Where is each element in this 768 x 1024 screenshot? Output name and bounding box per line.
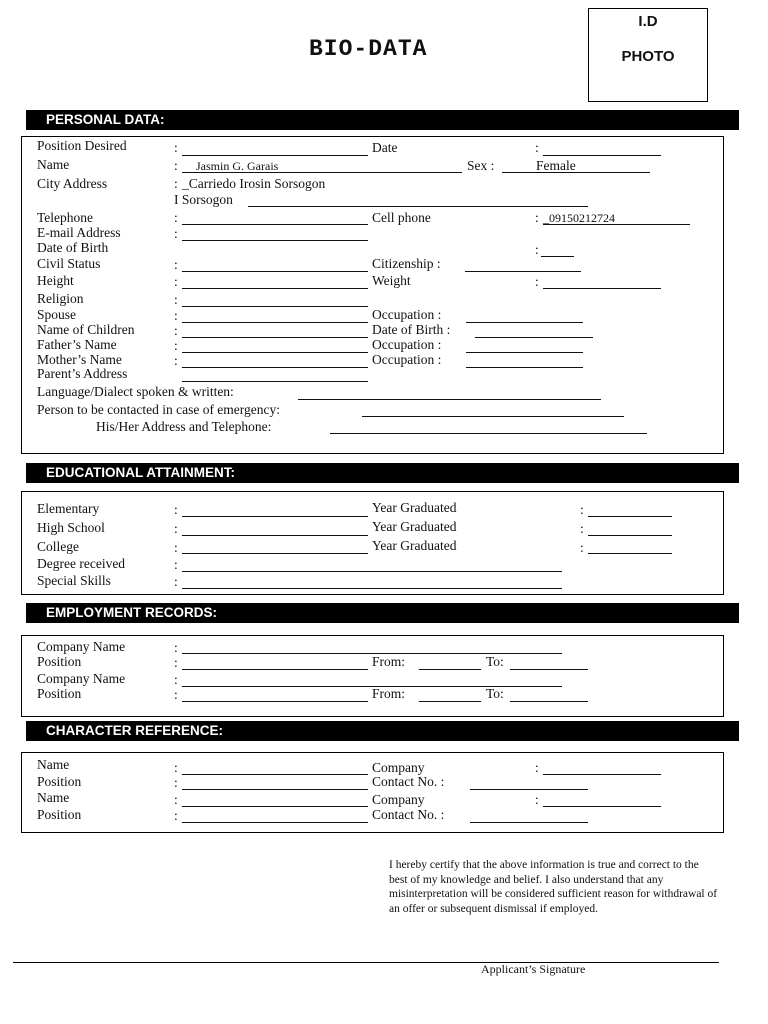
label-degree-received: Degree received	[37, 556, 126, 571]
colon: :	[174, 557, 178, 572]
label-spouse-occupation: Occupation :	[372, 307, 442, 322]
colon: :	[174, 792, 178, 807]
reference-contact-1-field[interactable]	[470, 789, 588, 790]
spouse-field[interactable]	[182, 322, 368, 323]
colon: :	[174, 176, 178, 191]
reference-position-2-field[interactable]	[182, 822, 368, 823]
high-school-field[interactable]	[182, 535, 368, 536]
position-2-field[interactable]	[182, 701, 368, 702]
language-field[interactable]	[298, 399, 601, 400]
emergency-address-field[interactable]	[330, 433, 647, 434]
label-reference-name-1: Name	[37, 757, 70, 772]
section-header-education: EDUCATIONAL ATTAINMENT:	[26, 463, 739, 483]
colon: :	[174, 640, 178, 655]
colon: :	[580, 521, 584, 536]
label-parents-address: Parent’s Address	[37, 366, 128, 381]
colon: :	[174, 140, 178, 155]
reference-position-1-field[interactable]	[182, 789, 368, 790]
label-reference-contact-2: Contact No. :	[372, 807, 445, 822]
date-field[interactable]	[543, 155, 661, 156]
colon: :	[535, 274, 539, 289]
label-position-desired: Position Desired	[37, 138, 127, 153]
from-1-field[interactable]	[419, 669, 481, 670]
label-children-dob: Date of Birth :	[372, 322, 451, 337]
label-name-of-children: Name of Children	[37, 322, 135, 337]
city-address-field[interactable]	[248, 206, 588, 207]
colon: :	[174, 158, 178, 173]
label-company-name-2: Company Name	[37, 671, 126, 686]
certification-statement: I hereby certify that the above information is true and correct to the best of my knowledge and belief. I also understand that any misinterpretation will be considered sufficient reason for withdrawal of an offer or subsequent dismissal if employed.	[389, 859, 718, 915]
position-desired-field[interactable]	[182, 155, 368, 156]
colon: :	[174, 353, 178, 368]
label-date: Date	[372, 140, 398, 155]
colon: :	[535, 792, 539, 807]
colon: :	[174, 775, 178, 790]
mother-field[interactable]	[182, 367, 368, 368]
label-position-1: Position	[37, 654, 82, 669]
colon: :	[174, 323, 178, 338]
label-telephone: Telephone	[37, 210, 94, 225]
label-cell-phone: Cell phone	[372, 210, 431, 225]
label-reference-name-2: Name	[37, 790, 70, 805]
label-from-1: From:	[372, 654, 406, 669]
parents-address-field[interactable]	[182, 381, 368, 382]
signature-line[interactable]	[13, 962, 719, 963]
colon: :	[174, 521, 178, 536]
colon: :	[174, 210, 178, 225]
position-1-field[interactable]	[182, 669, 368, 670]
label-mothers-name: Mother’s Name	[37, 352, 122, 367]
colon: :	[174, 808, 178, 823]
high-school-year-field[interactable]	[588, 535, 672, 536]
to-2-field[interactable]	[510, 701, 588, 702]
label-reference-position-1: Position	[37, 774, 82, 789]
children-dob-field[interactable]	[475, 337, 593, 338]
section-header-personal: PERSONAL DATA:	[26, 110, 739, 130]
label-city-address: City Address	[37, 176, 108, 191]
religion-field[interactable]	[182, 306, 368, 307]
label-reference-position-2: Position	[37, 807, 82, 822]
label-language: Language/Dialect spoken & written:	[37, 384, 234, 399]
telephone-field[interactable]	[182, 224, 368, 225]
colon: :	[535, 760, 539, 775]
photo-label-id: I.D	[638, 13, 658, 30]
label-to-2: To:	[486, 686, 504, 701]
label-height: Height	[37, 273, 74, 288]
label-emergency-contact: Person to be contacted in case of emergency:	[37, 402, 281, 417]
skills-field[interactable]	[182, 588, 562, 589]
label-reference-company-1: Company	[372, 760, 425, 775]
label-weight: Weight	[372, 273, 411, 288]
reference-company-1-field[interactable]	[543, 774, 661, 775]
label-email: E-mail Address	[37, 225, 121, 240]
label-religion: Religion	[37, 291, 84, 306]
label-year-graduated-high-school: Year Graduated	[372, 519, 457, 534]
colon: :	[174, 292, 178, 307]
college-field[interactable]	[182, 553, 368, 554]
mother-occupation-field[interactable]	[466, 367, 583, 368]
colon: :	[174, 502, 178, 517]
name-value: Jasmin G. Garais	[196, 159, 279, 173]
signature-label: Applicant’s Signature	[481, 962, 586, 976]
city-address-value-line1: _Carriedo Irosin Sorsogon	[182, 176, 326, 191]
date-of-birth-field[interactable]	[541, 256, 574, 257]
colon: :	[174, 574, 178, 589]
colon: :	[174, 308, 178, 323]
section-header-employment: EMPLOYMENT RECORDS:	[26, 603, 739, 623]
label-company-name-1: Company Name	[37, 639, 126, 654]
city-address-value-line2: I Sorsogon	[174, 192, 233, 207]
label-fathers-name: Father’s Name	[37, 337, 117, 352]
elementary-field[interactable]	[182, 516, 368, 517]
colon: :	[535, 210, 539, 225]
to-1-field[interactable]	[510, 669, 588, 670]
label-reference-company-2: Company	[372, 792, 425, 807]
employment-box	[21, 635, 724, 717]
colon: :	[174, 687, 178, 702]
label-reference-contact-1: Contact No. :	[372, 774, 445, 789]
label-citizenship: Citizenship :	[372, 256, 441, 271]
section-header-reference: CHARACTER REFERENCE:	[26, 721, 739, 741]
label-year-graduated-college: Year Graduated	[372, 538, 457, 553]
colon: :	[535, 242, 539, 257]
label-year-graduated-elementary: Year Graduated	[372, 500, 457, 515]
label-college: College	[37, 539, 79, 554]
colon: :	[535, 140, 539, 155]
colon: :	[174, 655, 178, 670]
label-to-1: To:	[486, 654, 504, 669]
label-special-skills: Special Skills	[37, 573, 111, 588]
colon: :	[174, 257, 178, 272]
reference-company-2-field[interactable]	[543, 806, 661, 807]
spouse-occupation-field[interactable]	[466, 322, 583, 323]
label-civil-status: Civil Status	[37, 256, 101, 271]
label-emergency-address: His/Her Address and Telephone:	[96, 419, 272, 434]
id-photo-box	[588, 8, 708, 102]
college-year-field[interactable]	[588, 553, 672, 554]
from-2-field[interactable]	[419, 701, 481, 702]
civil-status-field[interactable]	[182, 271, 368, 272]
colon: :	[580, 502, 584, 517]
reference-name-1-field[interactable]	[182, 774, 368, 775]
colon: :	[174, 338, 178, 353]
reference-name-2-field[interactable]	[182, 806, 368, 807]
page-title: BIO-DATA	[309, 36, 428, 62]
label-name: Name	[37, 157, 70, 172]
height-field[interactable]	[182, 288, 368, 289]
colon: :	[174, 226, 178, 241]
label-elementary: Elementary	[37, 501, 100, 516]
colon: :	[174, 672, 178, 687]
label-date-of-birth: Date of Birth	[37, 240, 109, 255]
weight-field[interactable]	[543, 288, 661, 289]
degree-field[interactable]	[182, 571, 562, 572]
elementary-year-field[interactable]	[588, 516, 672, 517]
children-field[interactable]	[182, 337, 368, 338]
label-spouse: Spouse	[37, 307, 77, 322]
label-position-2: Position	[37, 686, 82, 701]
email-field[interactable]	[182, 240, 368, 241]
colon: :	[174, 760, 178, 775]
sex-value: Female	[536, 158, 576, 173]
father-occupation-field[interactable]	[466, 352, 583, 353]
citizenship-field[interactable]	[465, 271, 581, 272]
label-high-school: High School	[37, 520, 105, 535]
label-mother-occupation: Occupation :	[372, 352, 442, 367]
sex-field[interactable]	[502, 172, 650, 173]
colon: :	[174, 274, 178, 289]
photo-label-photo: PHOTO	[621, 48, 675, 65]
emergency-contact-field[interactable]	[362, 416, 624, 417]
reference-contact-2-field[interactable]	[470, 822, 588, 823]
colon: :	[174, 540, 178, 555]
label-sex: Sex :	[467, 158, 495, 173]
label-father-occupation: Occupation :	[372, 337, 442, 352]
cell-phone-value: _09150212724	[543, 211, 615, 225]
label-from-2: From:	[372, 686, 406, 701]
father-field[interactable]	[182, 352, 368, 353]
colon: :	[580, 540, 584, 555]
